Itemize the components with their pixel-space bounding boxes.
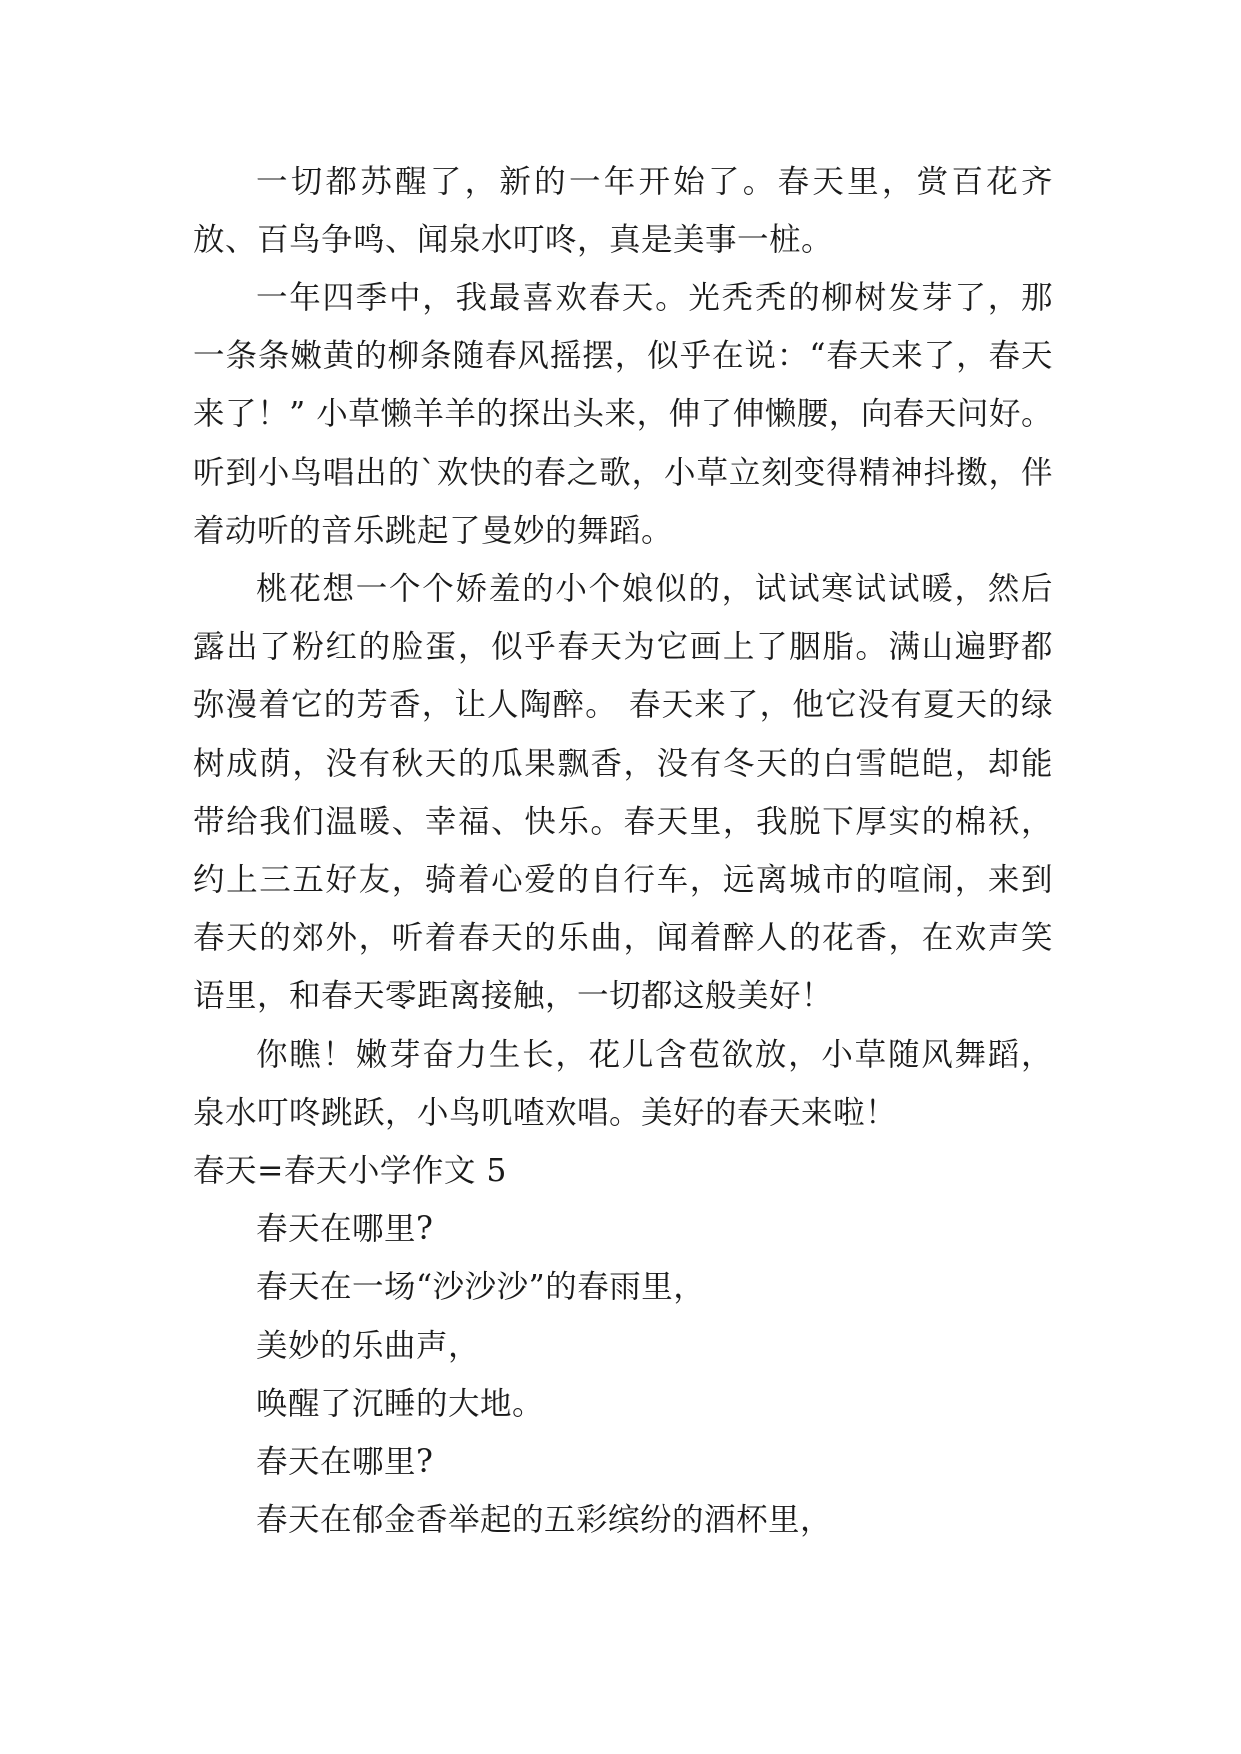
paragraph-willow-grass: 一年四季中，我最喜欢春天。光秃秃的柳树发芽了，那一条条嫩黄的柳条随春风摇摆，似乎在说：“春天来了，春天来了！” 小草懒羊羊的探出头来，伸了伸懒腰，向春天问好。听到小鸟唱出的`欢快的春之歌，小草立刻变得精神抖擞，伴着动听的音乐跳起了曼妙的舞蹈。	[193, 280, 1053, 549]
poem-line: 春天在哪里?	[256, 1444, 434, 1481]
section-title: 春天=春天小学作文 5	[193, 1153, 507, 1190]
paragraph-awakening: 一切都苏醒了，新的一年开始了。春天里，赏百花齐放、百鸟争鸣、闻泉水叮咚，真是美事一桩。	[193, 164, 1053, 258]
poem-line: 美妙的乐曲声，	[256, 1327, 481, 1364]
paragraph-peach-blossom: 桃花想一个个娇羞的小个娘似的，试试寒试试暖，然后露出了粉红的脸蛋，似乎春天为它画上了胭脂。满山遍野都弥漫着它的芳香，让人陶醉。 春天来了，他它没有夏天的绿树成荫，没有秋天的瓜果飘香，没有冬天的白雪皑皑，却能带给我们温暖、幸福、快乐。春天里，我脱下厚实的棉袄，约上三五好友，骑着心爱的自行车，远离城市的喧闹，来到春天的郊外，听着春天的乐曲，闻着醉人的花香，在欢声笑语里，和春天零距离接触，一切都这般美好！	[193, 571, 1053, 1015]
poem-line: 春天在一场“沙沙沙”的春雨里，	[256, 1269, 706, 1306]
poem-line: 春天在哪里?	[256, 1211, 434, 1248]
poem-line: 春天在郁金香举起的五彩缤纷的酒杯里，	[256, 1502, 833, 1539]
poem-line: 唤醒了沉睡的大地。	[256, 1385, 545, 1422]
paragraph-look: 你瞧！嫩芽奋力生长，花儿含苞欲放，小草随风舞蹈，泉水叮咚跳跃，小鸟叽喳欢唱。美好的春天来啦！	[193, 1036, 1053, 1131]
document-page	[193, 153, 1053, 1549]
